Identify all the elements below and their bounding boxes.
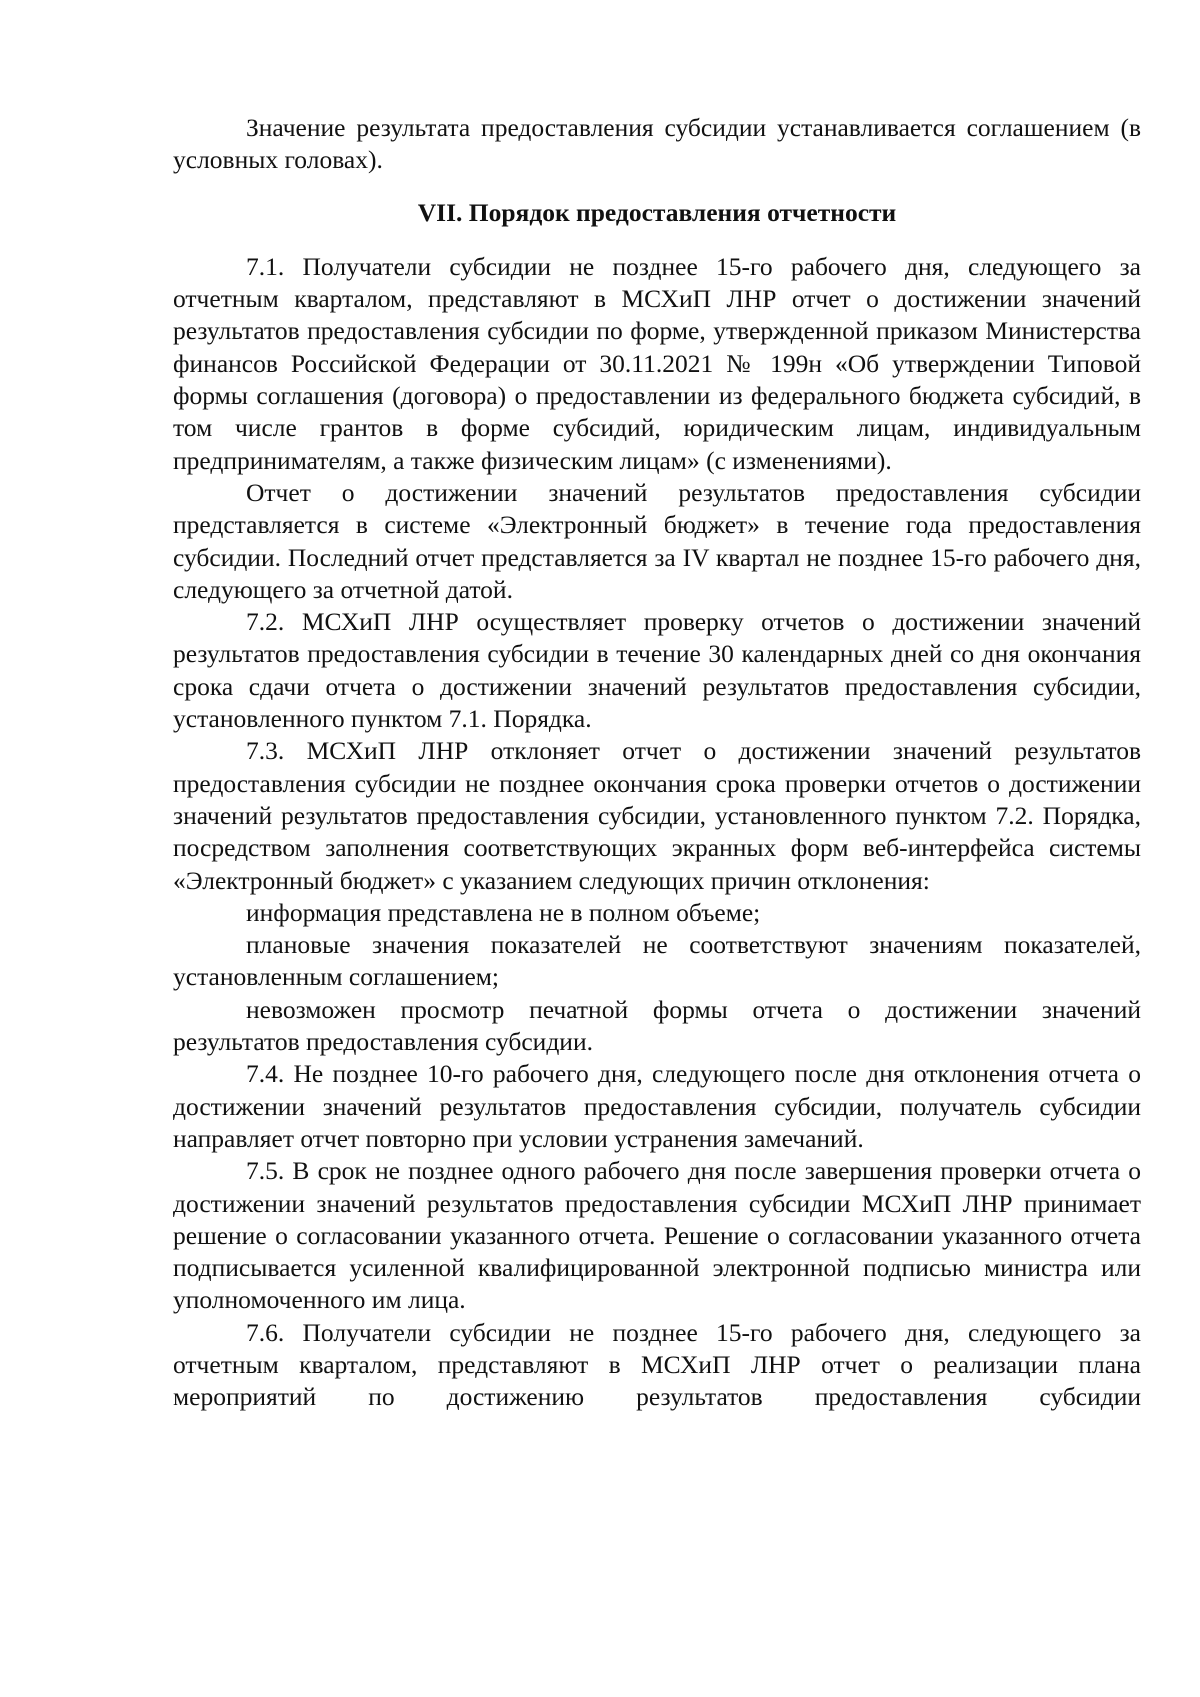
paragraph-7-2: 7.2. МСХиП ЛНР осуществляет проверку отчетов о достижении значений результатов предоставления субсидии в течение 30 календарных дней со дня окончания срока сдачи отчета о достижении значений результатов предоставления субсидии, установленного пунктом 7.1. Порядка.: [173, 607, 1141, 734]
paragraph-7-6: 7.6. Получатели субсидии не позднее 15-го рабочего дня, следующего за отчетным кварталом, представляют в МСХиП ЛНР отчет о реализации плана мероприятий по достижению результатов предоставления субсидии: [173, 1317, 1141, 1412]
paragraph-7-3: 7.3. МСХиП ЛНР отклоняет отчет о достижении значений результатов предоставления субсидии не позднее окончания срока проверки отчетов о достижении значений результатов предоставления субсидии, установленного пунктом 7.2. Порядка, посредством заполнения соответствующих экранных форм веб-интерфейса системы «Электронный бюджет» с указанием следующих причин отклонения:: [173, 736, 1141, 895]
rejection-reason-mismatch: плановые значения показателей не соответствуют значениям показателей, установленным соглашением;: [173, 930, 1141, 992]
rejection-reason-incomplete: информация представлена не в полном объеме;: [246, 897, 761, 927]
section-heading: VII. Порядок предоставления отчетности: [417, 197, 897, 227]
intro-paragraph: Значение результата предоставления субсидии устанавливается соглашением (в условных головах).: [173, 113, 1141, 175]
paragraph-report-submission: Отчет о достижении значений результатов предоставления субсидии представляется в системе «Электронный бюджет» в течение года предоставления субсидии. Последний отчет представляется за IV квартал не позднее 15-го рабочего дня, следующего за отчетной датой.: [173, 477, 1141, 604]
document-body: [173, 112, 1141, 1414]
paragraph-7-4: 7.4. Не позднее 10-го рабочего дня, следующего после дня отклонения отчета о достижении значений результатов предоставления субсидии, получатель субсидии направляет отчет повторно при условии устранения замечаний.: [173, 1059, 1141, 1153]
paragraph-7-1: 7.1. Получатели субсидии не позднее 15-го рабочего дня, следующего за отчетным кварталом, представляют в МСХиП ЛНР отчет о достижении значений результатов предоставления субсидии по форме, утвержденной приказом Министерства финансов Российской Федерации от 30.11.2021 № 199н «Об утверждении Типовой формы соглашения (договора) о предоставлении из федерального бюджета субсидий, в том числе грантов в форме субсидий, юридическим лицам, индивидуальным предпринимателям, а также физическим лицам» (с изменениями).: [173, 251, 1141, 475]
paragraph-7-5: 7.5. В срок не позднее одного рабочего дня после завершения проверки отчета о достижении значений результатов предоставления субсидии МСХиП ЛНР принимает решение о согласовании указанного отчета. Решение о согласовании указанного отчета подписывается усиленной квалифицированной электронной подписью министра или уполномоченного им лица.: [173, 1156, 1141, 1315]
rejection-reason-print-form: невозможен просмотр печатной формы отчета о достижении значений результатов предоставления субсидии.: [173, 994, 1141, 1057]
